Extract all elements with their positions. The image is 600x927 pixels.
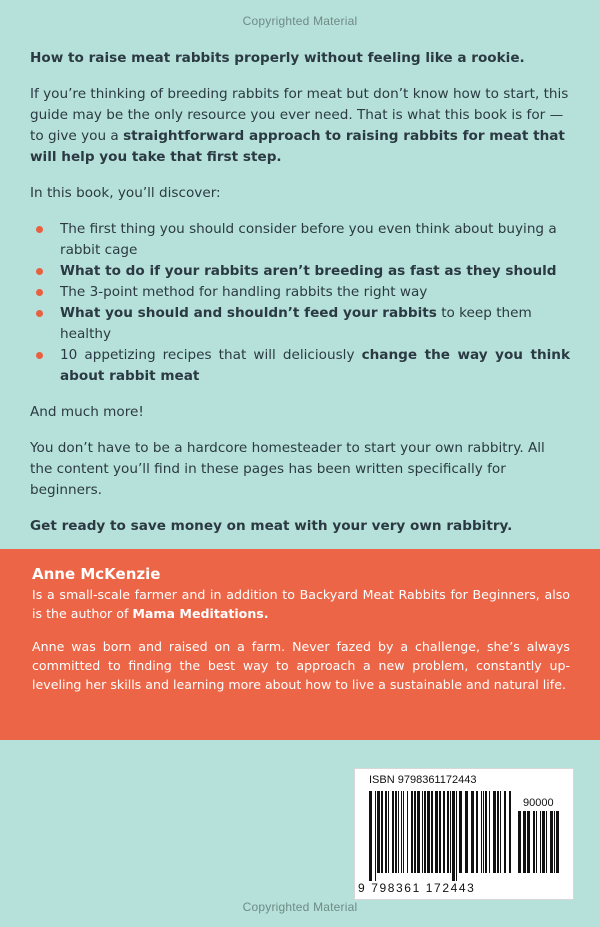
barcode-digits: 9 798361 172443 (358, 881, 476, 895)
intro-text: If you’re thinking of breeding rabbits for meat but don’t know how to start, this guide may be the only resource you ever need. That is what this book is for — to give you a (30, 86, 569, 144)
barcode-bar (452, 791, 455, 881)
list-item: The first thing you should consider before you even think about buying a rabbit cage (30, 219, 570, 261)
barcode-bar (417, 791, 420, 873)
barcode-bar (459, 791, 462, 873)
author-name: Anne McKenzie (32, 565, 161, 583)
barcode-bar (504, 791, 506, 873)
barcode-bar (481, 791, 482, 873)
barcode-bar (471, 791, 474, 873)
barcode-bar (550, 811, 553, 873)
barcode-bar (542, 811, 545, 873)
barcode-bar (375, 791, 376, 881)
isbn-barcode (354, 768, 574, 900)
barcode-bar (377, 791, 380, 873)
barcode-bar (493, 791, 496, 873)
barcode-bar (369, 791, 372, 881)
watermark-bottom: Copyrighted Material (242, 900, 358, 914)
watermark-top: Copyrighted Material (242, 14, 358, 28)
barcode-bar (485, 791, 487, 873)
addon-barcode-bars (518, 811, 560, 881)
price-code: 90000 (523, 797, 554, 809)
barcode-bar (422, 791, 423, 873)
barcode-bar (435, 791, 438, 873)
barcode-bar (456, 791, 457, 881)
barcode-bar (424, 791, 426, 873)
barcode-bar (546, 811, 547, 873)
barcode-bar (483, 791, 484, 873)
barcode-bar (381, 791, 383, 873)
headline: How to raise meat rabbits properly without feeling like a rookie. (30, 50, 525, 66)
barcode-bar (395, 791, 397, 873)
barcode-bar (431, 791, 433, 873)
list-item: What you should and shouldn’t feed your rabbits to keep them healthy (30, 303, 570, 345)
barcode-bar (398, 791, 399, 873)
list-item: 10 appetizing recipes that will deliciously change the way you think about rabbit meat (30, 345, 570, 387)
barcode-bar (556, 811, 559, 873)
barcode-bar (497, 791, 499, 873)
closing-line: Get ready to save money on meat with your very own rabbitry. (30, 518, 513, 534)
barcode-bar (533, 811, 535, 873)
intro-emphasis: straightforward approach to raising rabbits for meat that will help you take that first step. (30, 128, 565, 165)
barcode-bar (489, 791, 490, 873)
barcode-bar (536, 811, 537, 873)
barcode-bar (414, 791, 416, 873)
barcode-bar (500, 791, 501, 873)
barcode-bar (518, 811, 521, 873)
barcode-bar (509, 791, 511, 873)
barcode-bar (465, 791, 468, 873)
barcode-bar (443, 791, 445, 873)
discover-heading: In this book, you’ll discover: (30, 185, 221, 201)
intro-paragraph (30, 84, 570, 168)
barcode-bar (523, 811, 526, 873)
barcode-bar (527, 811, 530, 873)
homesteader-paragraph: You don’t have to be a hardcore homesteader to start your own rabbitry. All the content you’ll find in these pages has been written specifically for beginners. (30, 440, 545, 498)
barcode-bar (385, 791, 387, 873)
list-item: The 3-point method for handling rabbits the right way (30, 282, 570, 303)
isbn-label: ISBN 9798361172443 (369, 774, 477, 786)
barcode-bar (392, 791, 394, 873)
barcode-bar (450, 791, 451, 873)
barcode-bar (427, 791, 430, 873)
barcode-bar (403, 791, 404, 873)
barcode-bar (388, 791, 389, 873)
back-cover-blurb (30, 48, 570, 552)
much-more-text: And much more! (30, 404, 144, 420)
barcode-bar (540, 811, 541, 873)
author-bio-first: Is a small-scale farmer and in addition to Backyard Meat Rabbits for Beginners, also is the author of Mama Meditations. (32, 587, 570, 621)
bullet-list (30, 219, 570, 387)
barcode-bar (447, 791, 449, 873)
list-item: What to do if your rabbits aren’t breeding as fast as they should (30, 261, 570, 282)
author-section (0, 549, 600, 740)
author-bio-second: Anne was born and raised on a farm. Never fazed by a challenge, she’s always committed to finding the best way to approach a new problem, constantly up-leveling her skills and learning more about how to live a sustainable and natural life. (32, 639, 570, 692)
barcode-bar (476, 791, 478, 873)
barcode-bar (401, 791, 402, 873)
barcode-bar (554, 811, 555, 873)
barcode-bar (407, 791, 408, 873)
barcode-bar (411, 791, 413, 873)
author-bio (32, 565, 570, 708)
barcode-bar (439, 791, 441, 873)
barcode-bars (369, 791, 514, 881)
